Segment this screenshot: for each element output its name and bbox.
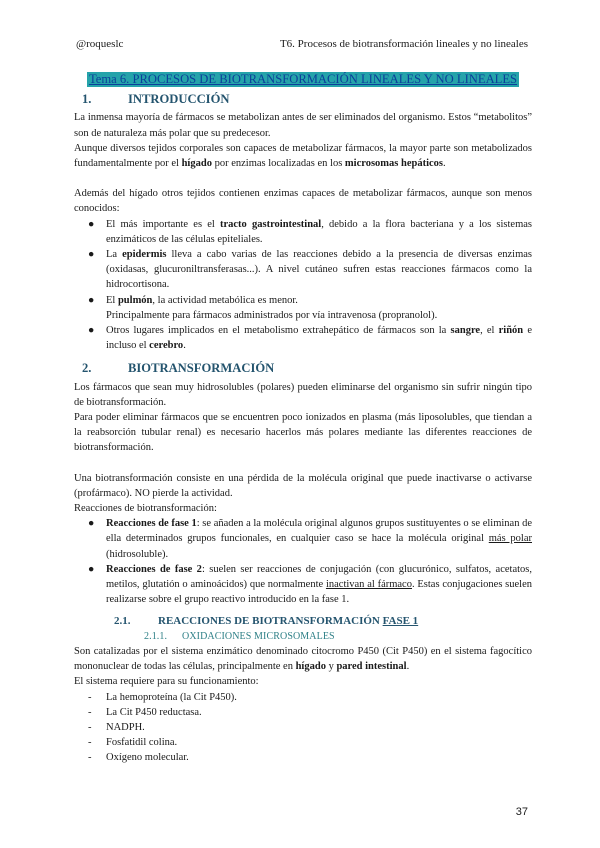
document-title: Tema 6. PROCESOS DE BIOTRANSFORMACIÓN LINEALES Y NO LINEALES: [88, 72, 518, 86]
subsection-heading: 2.1. REACCIONES DE BIOTRANSFORMACIÓN FASE 1: [114, 614, 419, 627]
list-item: - La Cit P450 reductasa.: [88, 706, 202, 718]
list-item: ● Reacciones de fase 1: se añaden a la molécula original algunos grupos sustituyentes o se eliminan de ella determinados grupos funcionales, en cualquier caso se hace la molécula original más polar (hidrosoluble).: [88, 518, 533, 560]
section-heading-1: 1. INTRODUCCIÓN: [82, 92, 230, 107]
paragraph: Aunque diversos tejidos corporales son capaces de metabolizar fármacos, la mayor parte son metabolizados fundamentalmente por el hígado por enzimas localizadas en los microsomas hepáticos.: [74, 142, 532, 170]
section-heading-2: 2. BIOTRANSFORMACIÓN: [82, 361, 275, 376]
paragraph: Para poder eliminar fármacos que se encuentren poco ionizados en plasma (más liposolubles, que tiendan a la reabsorción tubular renal) es necesario hacerlos más polares mediante las diferentes reacciones de biotransformación.: [74, 412, 532, 454]
list-item: ● La epidermis lleva a cabo varias de las reacciones debido a la presencia de diversas enzimas (oxidasas, glucuroniltransferasas...). A nivel cutáneo sufren estas reacciones fármacos como la hidrocortisona.: [88, 249, 533, 291]
list-item: - Oxígeno molecular.: [88, 752, 189, 764]
page-content: [74, 72, 532, 766]
paragraph: Los fármacos que sean muy hidrosolubles (polares) pueden eliminarse del organismo sin sufrir ningún tipo de biotransformación.: [74, 381, 532, 408]
list-item: - Fosfatidil colina.: [88, 737, 178, 749]
list-item: ● El pulmón, la actividad metabólica es menor. Principalmente para fármacos administrados por vía intravenosa (propranolol).: [88, 294, 438, 321]
page-header: [76, 38, 528, 50]
list-item: ● Otros lugares implicados en el metabolismo extrahepático de fármacos son la sangre, el riñón e incluso el cerebro.: [88, 325, 532, 352]
header-author: @roqueslc: [76, 38, 124, 50]
subsubsection-heading: 2.1.1. OXIDACIONES MICROSOMALES: [144, 630, 335, 642]
paragraph: Además del hígado otros tejidos contienen enzimas capaces de metabolizar fármacos, aunque son menos conocidos:: [74, 188, 532, 215]
paragraph: La inmensa mayoría de fármacos se metabolizan antes de ser eliminados del organismo. Estos “metabolitos” son de naturaleza más polar que su predecesor.: [74, 112, 532, 139]
phase-list: [74, 516, 532, 607]
page-number: 37: [515, 806, 528, 818]
list-item: - La hemoproteína (la Cit P450).: [88, 691, 237, 703]
list-item: ● Reacciones de fase 2: suelen ser reacciones de conjugación (con glucurónico, sulfatos, acetatos, metilos, glutatión o aminoácidos) que normalmente inactivan al fármaco. Estas conjugaciones suelen realizarse sobre el grupo reactivo introducido en la fase 1.: [88, 563, 533, 606]
list-item: - NADPH.: [88, 721, 145, 733]
paragraph: Una biotransformación consiste en una pérdida de la molécula original que puede inactivarse o activarse (profármaco). NO pierde la actividad.: [74, 472, 532, 499]
list-item: ● El más importante es el tracto gastrointestinal, debido a la flora bacteriana y a los sistemas enzimáticos de las células epiteliales.: [88, 218, 533, 245]
bullet-list: [74, 217, 532, 354]
paragraph: Son catalizadas por el sistema enzimático denominado citocromo P450 (Cit P450) en el sistema fagocítico mononuclear de todas las células, principalmente en hígado y pared intestinal.: [74, 645, 532, 673]
paragraph: El sistema requiere para su funcionamiento:: [74, 676, 259, 688]
paragraph: Reacciones de biotransformación:: [74, 503, 217, 515]
dash-list: [74, 690, 532, 766]
header-chapter: T6. Procesos de biotransformación lineales y no lineales: [279, 38, 528, 50]
